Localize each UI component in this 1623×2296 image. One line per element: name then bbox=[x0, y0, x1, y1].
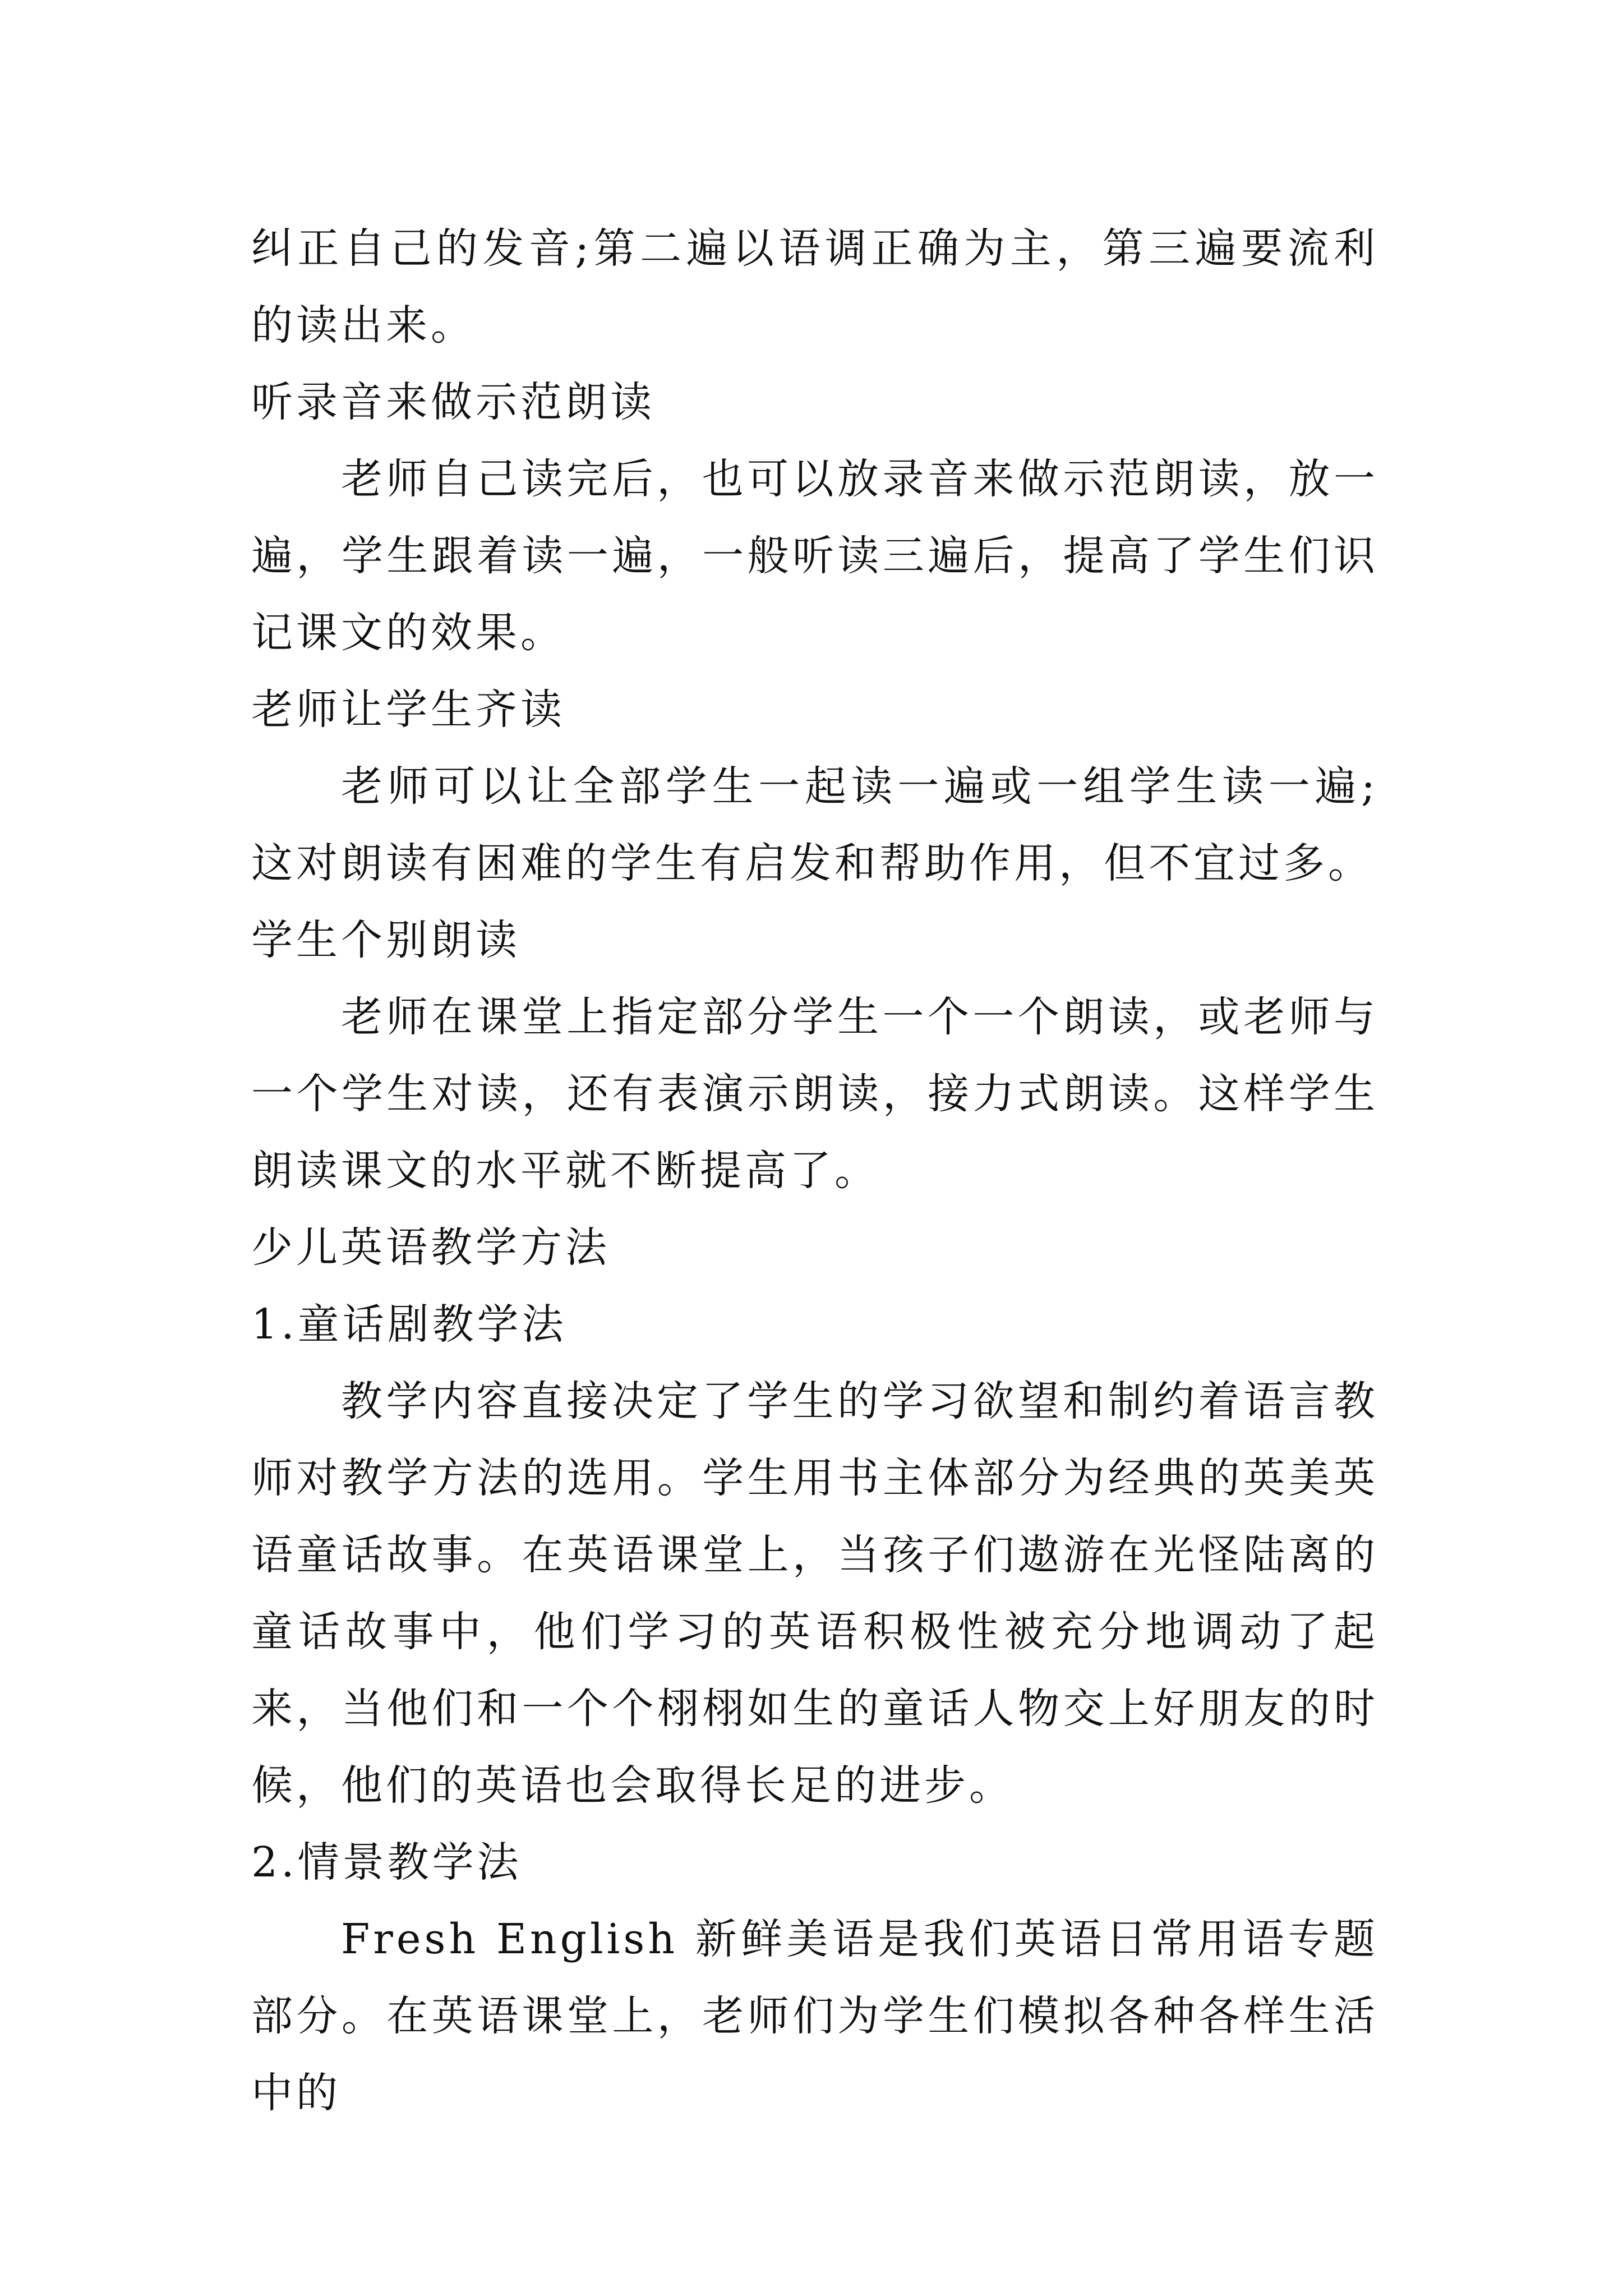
subheading-group-reading: 老师让学生齐读 bbox=[251, 685, 565, 734]
paragraph-fairy-tale-method: 教学内容直接决定了学生的学习欲望和制约着语言教师对教学方法的选用。学生用书主体部分为经典的英美英语童话故事。在英语课堂上，当孩子们遨游在光怪陆离的童话故事中，他们学习的英语积极性被充分地调动了起来，当他们和一个个栩栩如生的童话人物交上好朋友的时候，他们的英语也会取得长足的进步。 bbox=[251, 1377, 1378, 1810]
subheading-listen-recording: 听录音来做示范朗读 bbox=[251, 378, 655, 426]
section-heading-teaching-methods: 少儿英语教学方法 bbox=[251, 1223, 610, 1272]
subheading-situational-method: 2.情景教学法 bbox=[251, 1838, 522, 1887]
paragraph-individual-reading: 老师在课堂上指定部分学生一个一个朗读，或老师与一个学生对读，还有表演示朗读，接力式朗读。这样学生朗读课文的水平就不断提高了。 bbox=[251, 993, 1378, 1195]
subheading-fairy-tale-method: 1.童话剧教学法 bbox=[251, 1300, 567, 1349]
body-text bbox=[251, 210, 1378, 2132]
paragraph-group-reading: 老师可以让全部学生一起读一遍或一组学生读一遍;这对朗读有困难的学生有启发和帮助作用，但不宜过多。 bbox=[251, 762, 1378, 887]
paragraph-continuation: 纠正自己的发音;第二遍以语调正确为主，第三遍要流利的读出来。 bbox=[251, 224, 1378, 349]
paragraph-listen-recording: 老师自己读完后，也可以放录音来做示范朗读，放一遍，学生跟着读一遍，一般听读三遍后，提高了学生们识记课文的效果。 bbox=[251, 455, 1378, 657]
paragraph-situational-method: Fresh English 新鲜美语是我们英语日常用语专题部分。在英语课堂上，老师们为学生们模拟各种各样生活中的 bbox=[251, 1915, 1378, 2117]
subheading-individual-reading: 学生个别朗读 bbox=[251, 916, 520, 964]
